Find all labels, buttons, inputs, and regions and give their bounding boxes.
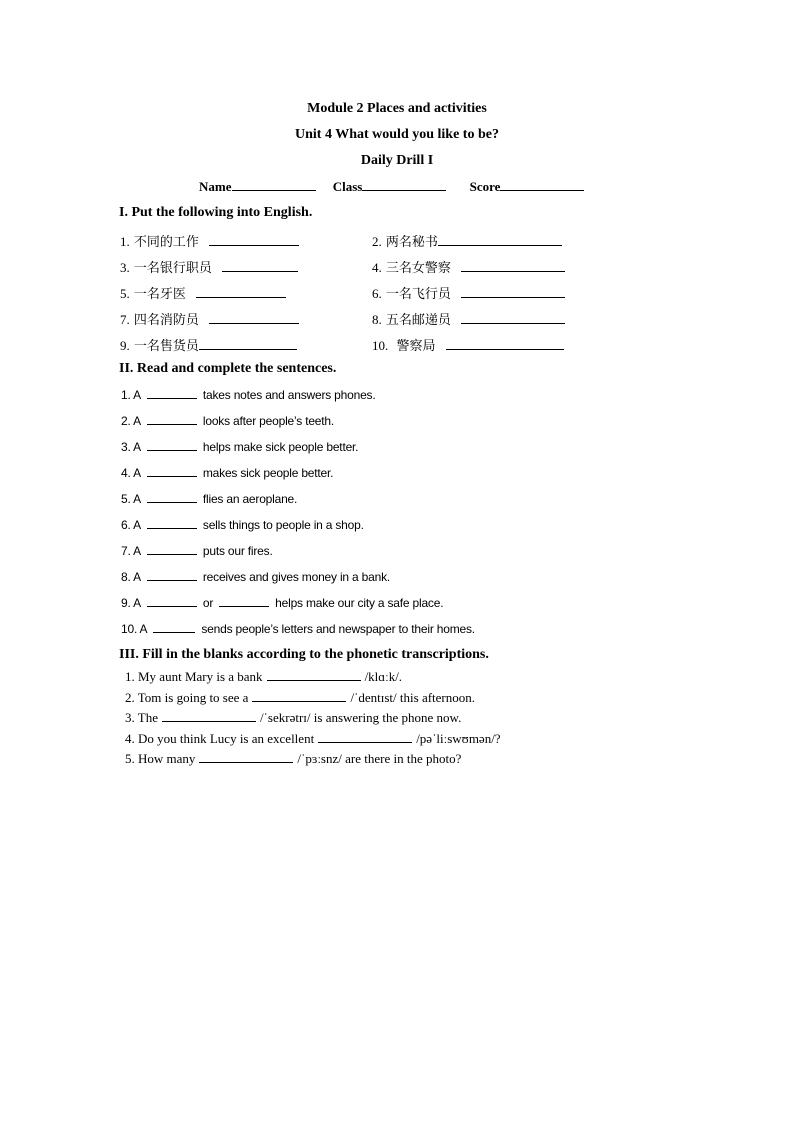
answer-blank[interactable] (461, 285, 565, 298)
answer-blank[interactable] (147, 440, 197, 451)
answer-blank[interactable] (199, 337, 297, 350)
answer-blank[interactable] (446, 337, 564, 350)
class-blank[interactable] (362, 179, 446, 191)
s1-item-10: 10. 警察局 (372, 335, 564, 354)
answer-blank[interactable] (147, 518, 197, 529)
unit-title: Unit 4 What would you like to be? (295, 127, 499, 142)
answer-blank[interactable] (219, 596, 269, 607)
section1-title: I. Put the following into English. (119, 205, 313, 220)
s3-item-1: 1. My aunt Mary is a bank /klɑːk/. (125, 669, 403, 684)
s2-item-6: 6. A sells things to people in a shop. (121, 518, 364, 532)
answer-blank[interactable] (147, 466, 197, 477)
answer-blank[interactable] (196, 285, 286, 298)
answer-blank[interactable] (147, 492, 197, 503)
s2-item-4: 4. A makes sick people better. (121, 466, 334, 480)
name-label: Name (199, 179, 232, 194)
s1-item-4: 4. 三名女警察 (372, 257, 565, 276)
s3-item-5: 5. How many /ˈpɜːsnz/ are there in the photo? (125, 751, 462, 766)
s2-item-2: 2. A looks after people’s teeth. (121, 414, 335, 428)
answer-blank[interactable] (162, 711, 256, 722)
answer-blank[interactable] (461, 259, 565, 272)
answer-blank[interactable] (318, 732, 412, 743)
answer-blank[interactable] (147, 570, 197, 581)
s1-item-5: 5. 一名牙医 (120, 283, 286, 302)
answer-blank[interactable] (147, 388, 197, 399)
score-blank[interactable] (500, 179, 584, 191)
s1-item-6: 6. 一名飞行员 (372, 283, 565, 302)
class-label: Class (332, 179, 363, 194)
s2-item-8: 8. A receives and gives money in a bank. (121, 570, 391, 584)
answer-blank[interactable] (222, 259, 298, 272)
s2-item-5: 5. A flies an aeroplane. (121, 492, 298, 506)
answer-blank[interactable] (267, 670, 361, 681)
s3-item-4: 4. Do you think Lucy is an excellent /pəˈliːswʊmən/? (125, 731, 501, 746)
s1-item-8: 8. 五名邮递员 (372, 309, 565, 328)
answer-blank[interactable] (147, 414, 197, 425)
s2-item-10: 10. A sends people’s letters and newspaper to their homes. (121, 622, 475, 636)
score-label: Score (469, 179, 501, 194)
answer-blank[interactable] (199, 752, 293, 763)
s1-item-2: 2. 两名秘书 (372, 231, 562, 250)
s1-item-7: 7. 四名消防员 (120, 309, 299, 328)
module-title: Module 2 Places and activities (307, 101, 487, 116)
s3-item-3: 3. The /ˈsekrətrɪ/ is answering the phone now. (125, 710, 462, 725)
s2-item-7: 7. A puts our fires. (121, 544, 273, 558)
s2-item-3: 3. A helps make sick people better. (121, 440, 359, 454)
s2-item-1: 1. A takes notes and answers phones. (121, 388, 376, 402)
s1-item-1: 1. 不同的工作 (120, 231, 299, 250)
answer-blank[interactable] (461, 311, 565, 324)
answer-blank[interactable] (252, 691, 346, 702)
answer-blank[interactable] (209, 311, 299, 324)
s1-item-9: 9. 一名售货员 (120, 335, 297, 354)
s1-item-3: 3. 一名银行职员 (120, 257, 298, 276)
name-blank[interactable] (232, 179, 316, 191)
s2-item-9: 9. A or helps make our city a safe place. (121, 596, 444, 610)
answer-blank[interactable] (438, 233, 562, 246)
s3-item-2: 2. Tom is going to see a /ˈdentɪst/ this afternoon. (125, 690, 475, 705)
answer-blank[interactable] (147, 544, 197, 555)
answer-blank[interactable] (147, 596, 197, 607)
drill-title: Daily Drill I (360, 153, 434, 168)
section3-title: III. Fill in the blanks according to the phonetic transcriptions. (119, 647, 489, 662)
answer-blank[interactable] (153, 622, 195, 633)
section2-title: II. Read and complete the sentences. (119, 361, 337, 376)
student-info-line (199, 179, 584, 195)
answer-blank[interactable] (209, 233, 299, 246)
